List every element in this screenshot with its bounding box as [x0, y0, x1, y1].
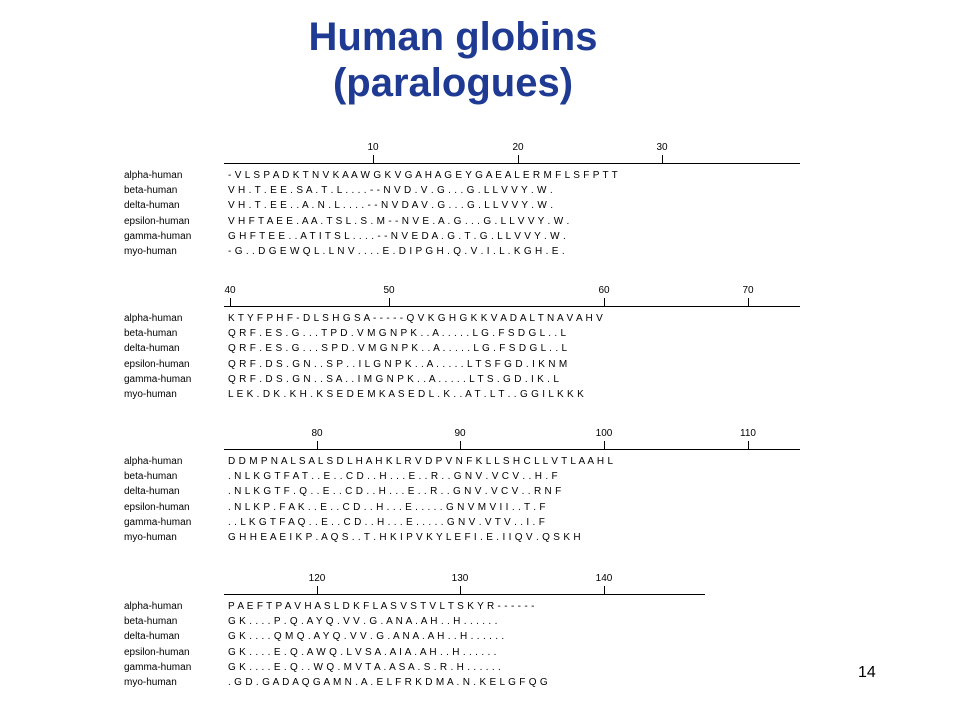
- ruler-tick: [604, 441, 605, 449]
- sequence-name: myo-human: [124, 389, 177, 400]
- ruler-tick-label: 20: [512, 142, 524, 153]
- ruler-tick: [317, 441, 318, 449]
- ruler-tick-label: 50: [383, 285, 395, 296]
- ruler-tick-label: 80: [311, 428, 323, 439]
- alignment-block-3: [0, 428, 960, 558]
- slide-title-line-2: (paralogues): [332, 61, 574, 105]
- sequence-residues: . N L K G T F . Q . . E . . C D . . H . . . E . . R . . G N V . V C V . . R N F: [228, 486, 562, 498]
- ruler-tick: [662, 155, 663, 163]
- sequence-residues: V H . T . E E . S A . T . L . . . . - - N V D . V . G . . . G . L L V V Y . W .: [228, 185, 553, 197]
- position-ruler: [0, 573, 960, 595]
- sequence-name: beta-human: [124, 328, 178, 340]
- ruler-tick-label: 140: [595, 573, 613, 584]
- slide-title: [0, 14, 906, 106]
- sequence-residues: - V L S P A D K T N V K A A W G K V G A H A G E Y G A E A L E R M F L S F P T T: [228, 170, 618, 181]
- sequence-residues: Q R F . E S . G . . . S P D . V M G N P K . . A . . . . . L G . F S D G L . . L: [228, 343, 568, 355]
- sequence-name: beta-human: [124, 185, 178, 197]
- sequence-name: beta-human: [124, 471, 178, 483]
- sequence-residues: V H . T . E E . . A . N . L . . . . - - N V D A V . G . . . G . L L V V Y . W .: [228, 200, 554, 212]
- sequence-name: myo-human: [124, 532, 177, 543]
- sequence-name: delta-human: [124, 631, 180, 643]
- sequence-residues: . G D . G A D A Q G A M N . A . E L F R K D M A . N . K E L G F Q G: [228, 677, 549, 688]
- sequence-name: alpha-human: [124, 313, 183, 324]
- sequence-name: alpha-human: [124, 456, 183, 467]
- ruler-tick: [604, 586, 605, 594]
- sequence-residues: K T Y F P H F - D L S H G S A - - - - - Q V K G H G K K V A D A L T N A V A H V: [228, 313, 604, 324]
- sequence-residues: Q R F . D S . G N . . S P . . I L G N P K . . A . . . . . L T S F G D . I K N M: [228, 358, 568, 370]
- ruler-tick: [748, 441, 749, 449]
- ruler-line: [224, 306, 800, 307]
- ruler-tick: [748, 298, 749, 306]
- ruler-tick-label: 90: [454, 428, 466, 439]
- ruler-tick: [317, 586, 318, 594]
- ruler-tick-label: 120: [308, 573, 326, 584]
- sequence-residues: Q R F . D S . G N . . S A . . I M G N P K . . A . . . . . L T S . G D . I K . L: [228, 373, 560, 385]
- ruler-tick: [373, 155, 374, 163]
- ruler-tick-label: 30: [656, 142, 668, 153]
- position-ruler: [0, 428, 960, 450]
- sequence-residues: L E K . D K . K H . K S E D E M K A S E D L . K . . A T . L T . . G G I L K K K: [228, 389, 585, 400]
- ruler-tick-label: 100: [595, 428, 613, 439]
- sequence-residues: P A E F T P A V H A S L D K F L A S V S T V L T S K Y R - - - - - -: [228, 601, 535, 612]
- sequence-name: gamma-human: [124, 661, 192, 673]
- sequence-residues: - G . . D G E W Q L . L N V . . . . E . D I P G H . Q . V . I . L . K G H . E .: [228, 246, 565, 257]
- sequence-residues: . N L K P . F A K . . E . . C D . . H . . . E . . . . . G N V M V I I . . T . F: [228, 501, 546, 513]
- sequence-residues: . N L K G T F A T . . E . . C D . . H . . . E . . R . . G N V . V C V . . H . F: [228, 471, 558, 483]
- sequence-residues: G H F T E E . . A T I T S L . . . . - - N V E D A . G . T . G . L L V V Y . W .: [228, 230, 567, 242]
- sequence-residues: . . L K G T F A Q . . E . . C D . . H . . . E . . . . . G N V . V T V . . I . F: [228, 516, 546, 528]
- sequence-name: epsilon-human: [124, 358, 190, 370]
- ruler-tick: [604, 298, 605, 306]
- sequence-name: delta-human: [124, 486, 180, 498]
- sequence-residues: G K . . . . E . Q . A W Q . L V S A . A I A . A H . . H . . . . . .: [228, 646, 497, 658]
- sequence-name: alpha-human: [124, 601, 183, 612]
- ruler-tick-label: 40: [224, 285, 236, 296]
- ruler-tick-label: 70: [742, 285, 754, 296]
- sequence-name: delta-human: [124, 200, 180, 212]
- sequence-name: beta-human: [124, 616, 178, 628]
- sequence-residues: G K . . . . E . Q . . W Q . M V T A . A S A . S . R . H . . . . . .: [228, 661, 502, 673]
- position-ruler: [0, 285, 960, 307]
- page-number: 14: [858, 664, 876, 681]
- alignment-block-2: [0, 285, 960, 415]
- alignment-block-4: [0, 573, 960, 703]
- ruler-tick: [460, 441, 461, 449]
- sequence-name: epsilon-human: [124, 215, 190, 227]
- position-ruler: [0, 142, 960, 164]
- ruler-tick: [230, 298, 231, 306]
- ruler-tick-label: 10: [367, 142, 379, 153]
- ruler-line: [224, 449, 800, 450]
- sequence-residues: D D M P N A L S A L S D L H A H K L R V D P V N F K L L S H C L L V T L A A H L: [228, 456, 614, 467]
- sequence-name: gamma-human: [124, 373, 192, 385]
- ruler-tick-label: 60: [598, 285, 610, 296]
- sequence-name: alpha-human: [124, 170, 183, 181]
- sequence-residues: G H H E A E I K P . A Q S . . T . H K I P V K Y L E F I . E . I I Q V . Q S K H: [228, 532, 581, 543]
- ruler-line: [224, 163, 800, 164]
- sequence-name: myo-human: [124, 246, 177, 257]
- sequence-residues: Q R F . E S . G . . . T P D . V M G N P K . . A . . . . . L G . F S D G L . . L: [228, 328, 567, 340]
- sequence-name: epsilon-human: [124, 646, 190, 658]
- sequence-name: gamma-human: [124, 230, 192, 242]
- slide-title-line-1: Human globins: [308, 15, 598, 59]
- ruler-line: [224, 594, 705, 595]
- sequence-name: delta-human: [124, 343, 180, 355]
- ruler-tick-label: 130: [451, 573, 469, 584]
- ruler-tick: [518, 155, 519, 163]
- sequence-residues: G K . . . . P . Q . A Y Q . V V . G . A N A . A H . . H . . . . . .: [228, 616, 498, 628]
- ruler-tick: [460, 586, 461, 594]
- sequence-name: epsilon-human: [124, 501, 190, 513]
- sequence-residues: G K . . . . Q M Q . A Y Q . V V . G . A N A . A H . . H . . . . . .: [228, 631, 505, 643]
- sequence-residues: V H F T A E E . A A . T S L . S . M - - N V E . A . G . . . G . L L V V Y . W .: [228, 215, 570, 227]
- sequence-name: gamma-human: [124, 516, 192, 528]
- sequence-name: myo-human: [124, 677, 177, 688]
- alignment-block-1: [0, 142, 960, 272]
- ruler-tick-label: 110: [740, 428, 756, 439]
- ruler-tick: [389, 298, 390, 306]
